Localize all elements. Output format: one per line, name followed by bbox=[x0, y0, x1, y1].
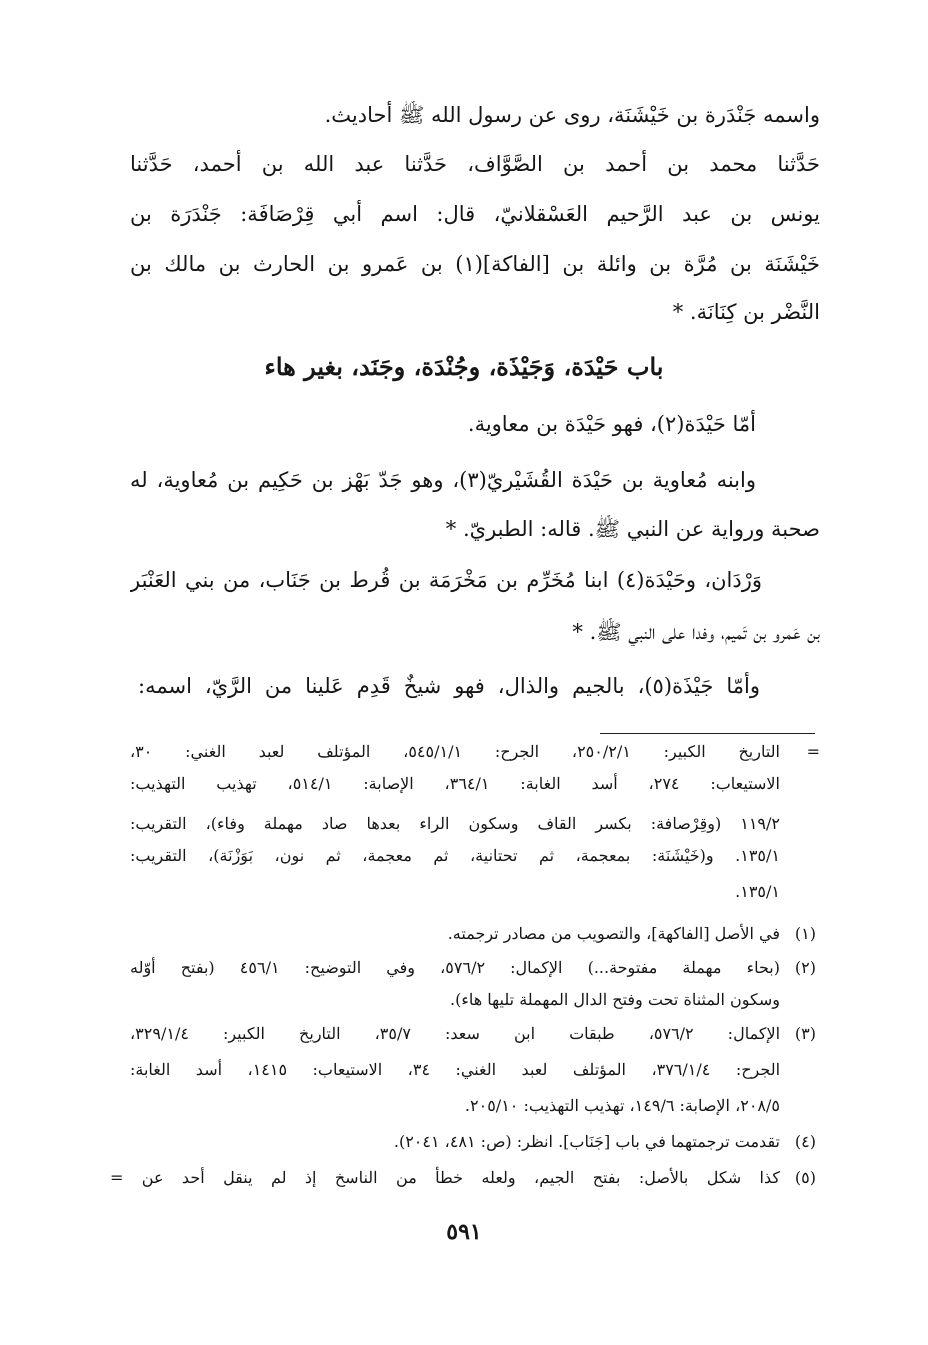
footnote-line: ١٣٥/١. و(خَيْشَنَة: بمعجمة، ثم تحتانية، ثم معجمة، ثم نون، بَوَزْنَة)، التقريب: bbox=[130, 846, 780, 865]
text-line: وَرْدَان، وحَيْدَة(٤) ابنا مُخَرِّم بن مَخْرَمَة بن قُرط بن جَنَاب، من بني العَنْبَر bbox=[130, 568, 762, 592]
text-line: حَدَّثنا محمد بن أحمد بن الصَّوَّاف، حَدَّثنا عبد الله بن أحمد، حَدَّثنا bbox=[130, 152, 820, 176]
footnote-line: كذا شكل بالأصل: بفتح الجيم، ولعله خطأ من الناسخ إذ لم ينقل أحد عن = bbox=[110, 1168, 780, 1187]
footnote-separator bbox=[600, 733, 815, 734]
footnote-number: (٢) bbox=[794, 958, 816, 977]
page-number: ٥٩١ bbox=[446, 1219, 482, 1245]
footnote-line: وسكون المثناة تحت وفتح الدال المهملة تليها هاء). bbox=[450, 990, 780, 1009]
section-title: باب حَيْدَة، وَجَيْذَة، وجُنْدَة، وجَنَد، بغير هاء bbox=[264, 352, 664, 381]
text-line: خَيْشَنَة بن مُرَّة بن وائلة بن [الفاكة](١) بن عَمرو بن الحارث بن مالك بن bbox=[130, 252, 820, 276]
text-line: وأمّا جَيْذَة(٥)، بالجيم والذال، فهو شيخٌ قَدِم عَلينا من الرَّيّ، اسمه: bbox=[138, 674, 760, 698]
footnote-line: الاستيعاب: ٢٧٤، أسد الغابة: ٣٦٤/١، الإصابة: ٥١٤/١، تهذيب التهذيب: bbox=[130, 774, 780, 793]
text-line: يونس بن عبد الرَّحيم العَسْقلانيّ، قال: اسم أبي قِرْصَافَة: جَنْدَرَة بن bbox=[130, 202, 820, 226]
footnote-number: (٥) bbox=[794, 1168, 816, 1187]
text-line: بن عَمرو بن تَميم، وفدا على النبي ﷺ. * bbox=[572, 620, 820, 644]
footnote-line: الإكمال: ٥٧٦/٢، طبقات ابن سعد: ٣٥/٧، التاريخ الكبير: ٣٢٩/١/٤، bbox=[130, 1024, 780, 1043]
footnote-number: (١) bbox=[794, 924, 816, 943]
footnote-line: التاريخ الكبير: ٢٥٠/٢/١، الجرح: ٥٤٥/١/١، المؤتلف لعبد الغني: ٣٠، bbox=[130, 742, 780, 761]
footnote-line: الجرح: ٣٧٦/١/٤، المؤتلف لعبد الغني: ٣٤، الاستيعاب: ١٤١٥، أسد الغابة: bbox=[130, 1060, 780, 1079]
footnote-line: ١٣٥/١. bbox=[735, 882, 780, 901]
text-line: وابنه مُعاوية بن حَيْدَة القُشَيْريّ(٣)، وهو جَدّ بَهْز بن حَكِيم بن مُعاوية، له bbox=[130, 468, 756, 492]
text-line: صحبة ورواية عن النبي ﷺ. قاله: الطبريّ. * bbox=[445, 517, 820, 541]
footnote-line: (بحاء مهملة مفتوحة...) الإكمال: ٥٧٦/٢، وفي التوضيح: ٤٥٦/١ (بفتح أوّله bbox=[130, 958, 780, 977]
text-line: أمّا حَيْدَة(٢)، فهو حَيْدَة بن معاوية. bbox=[467, 412, 756, 436]
footnote-number: (٤) bbox=[794, 1132, 816, 1151]
text-line: واسمه جَنْدَرة بن خَيْشَنَة، روى عن رسول الله ﷺ أحاديث. bbox=[324, 103, 820, 127]
continuation-marker: = bbox=[806, 742, 820, 761]
footnote-line: في الأصل [الفاكهة]، والتصويب من مصادر ترجمته. bbox=[447, 924, 780, 943]
text-line: النَّضْر بن كِنَانَة. * bbox=[672, 300, 820, 324]
footnote-line: ٢٠٨/٥، الإصابة: ١٤٩/٦، تهذيب التهذيب: ٢٠٥/١٠. bbox=[464, 1096, 780, 1115]
footnote-line: ١١٩/٢ (وقِرْصافة: بكسر القاف وسكون الراء بعدها صاد مهملة وفاء)، التقريب: bbox=[130, 814, 780, 833]
footnote-line: تقدمت ترجمتهما في باب [جَنَاب]. انظر: (ص: ٤٨١، ٢٠٤١). bbox=[393, 1132, 780, 1151]
footnote-number: (٣) bbox=[794, 1024, 816, 1043]
